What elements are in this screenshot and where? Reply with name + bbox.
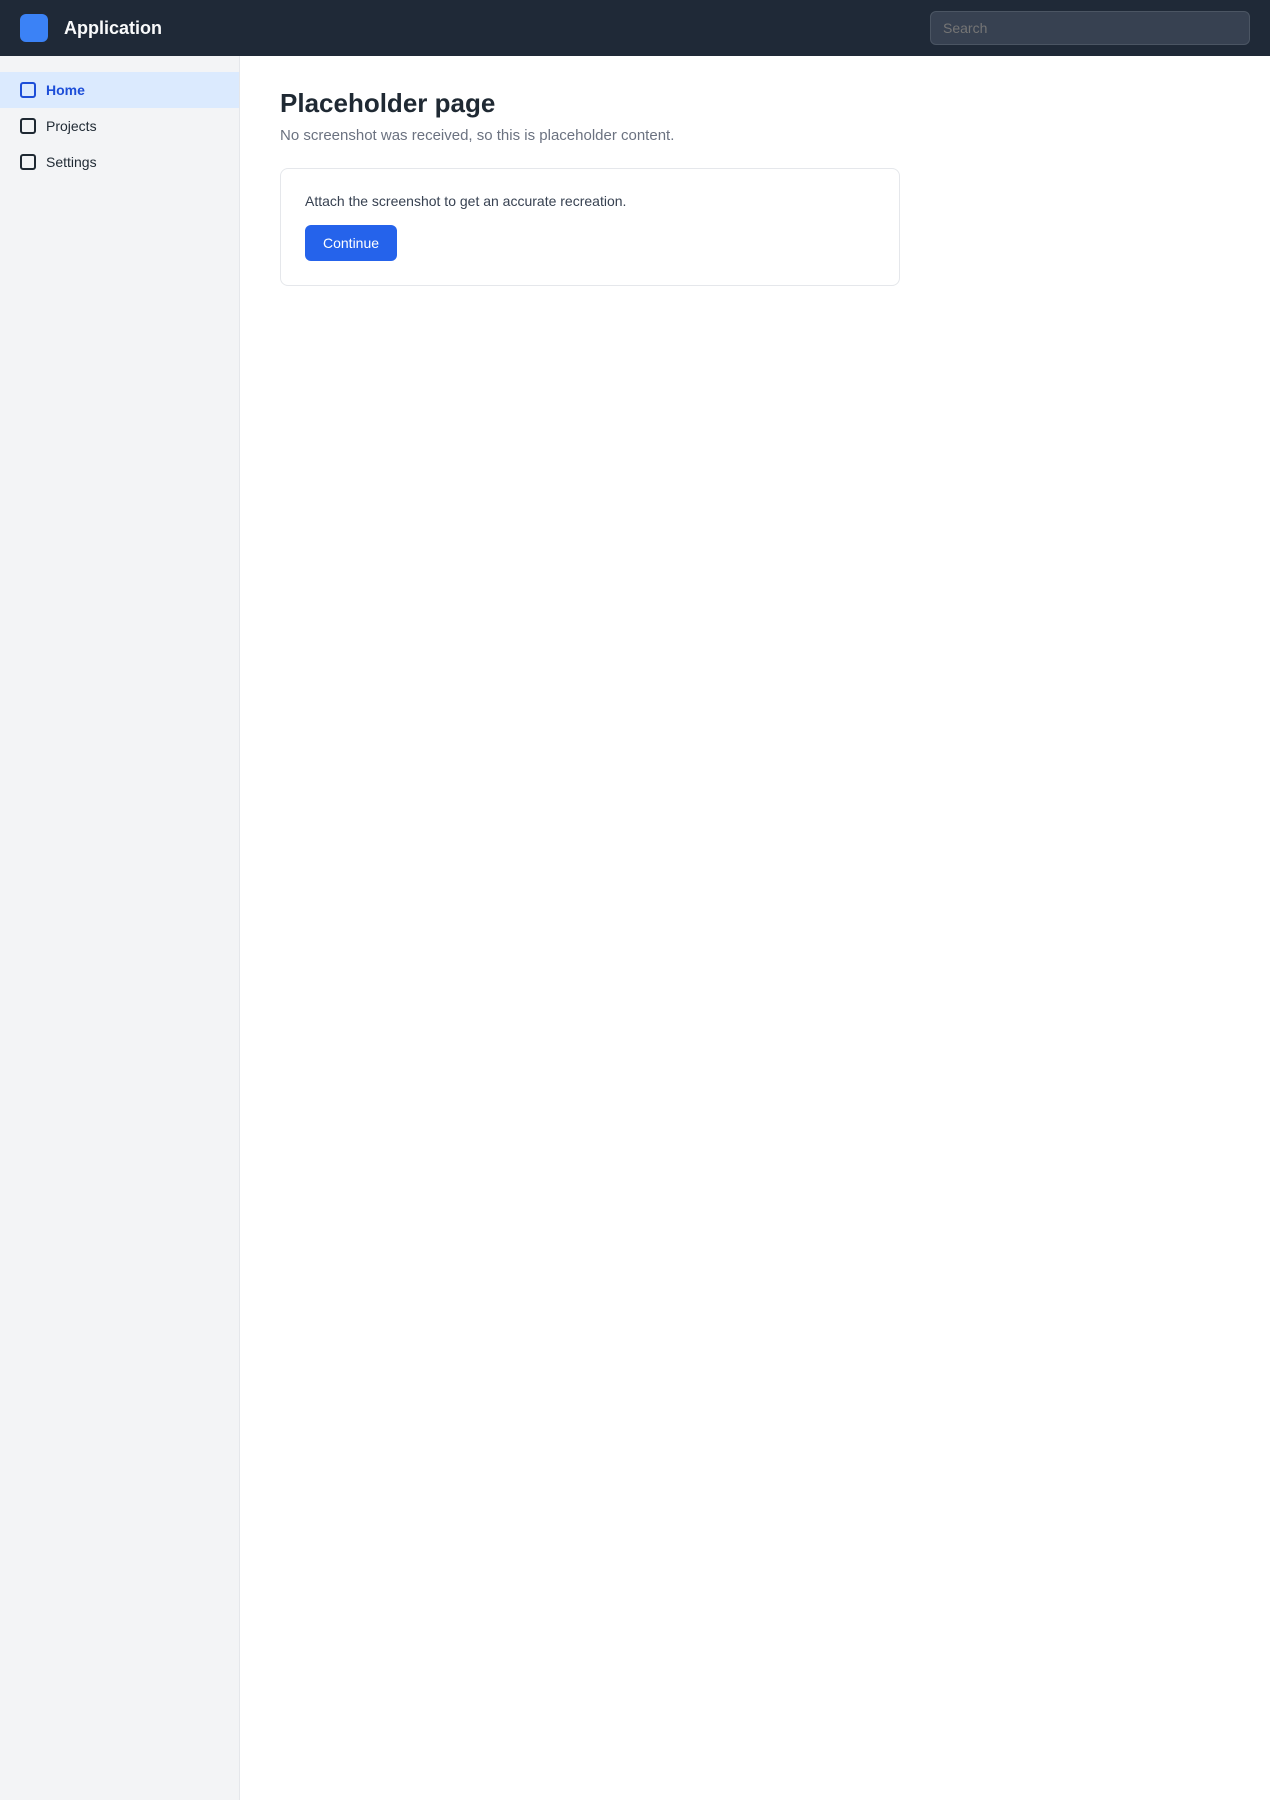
content-card [280,168,900,286]
sidebar [0,56,240,1800]
top-bar [0,0,1270,56]
app-body [0,56,1270,1800]
app-logo-icon [20,14,48,42]
continue-button[interactable]: Continue [305,225,397,261]
sidebar-item-projects[interactable] [0,108,239,144]
folder-icon [20,118,36,134]
sidebar-item-settings[interactable] [0,144,239,180]
sidebar-item-label: Home [46,82,85,98]
sidebar-item-label: Projects [46,118,97,134]
home-icon [20,82,36,98]
search-input[interactable] [930,11,1250,45]
sidebar-item-home[interactable] [0,72,239,108]
sidebar-item-label: Settings [46,154,97,170]
gear-icon [20,154,36,170]
card-text: Attach the screenshot to get an accurate recreation. [305,193,627,209]
app-title: Application [64,17,162,38]
page-title: Placeholder page [280,88,496,118]
main-content [240,56,1270,1800]
placeholder-notice: No screenshot was received, so this is placeholder content. [280,127,675,144]
